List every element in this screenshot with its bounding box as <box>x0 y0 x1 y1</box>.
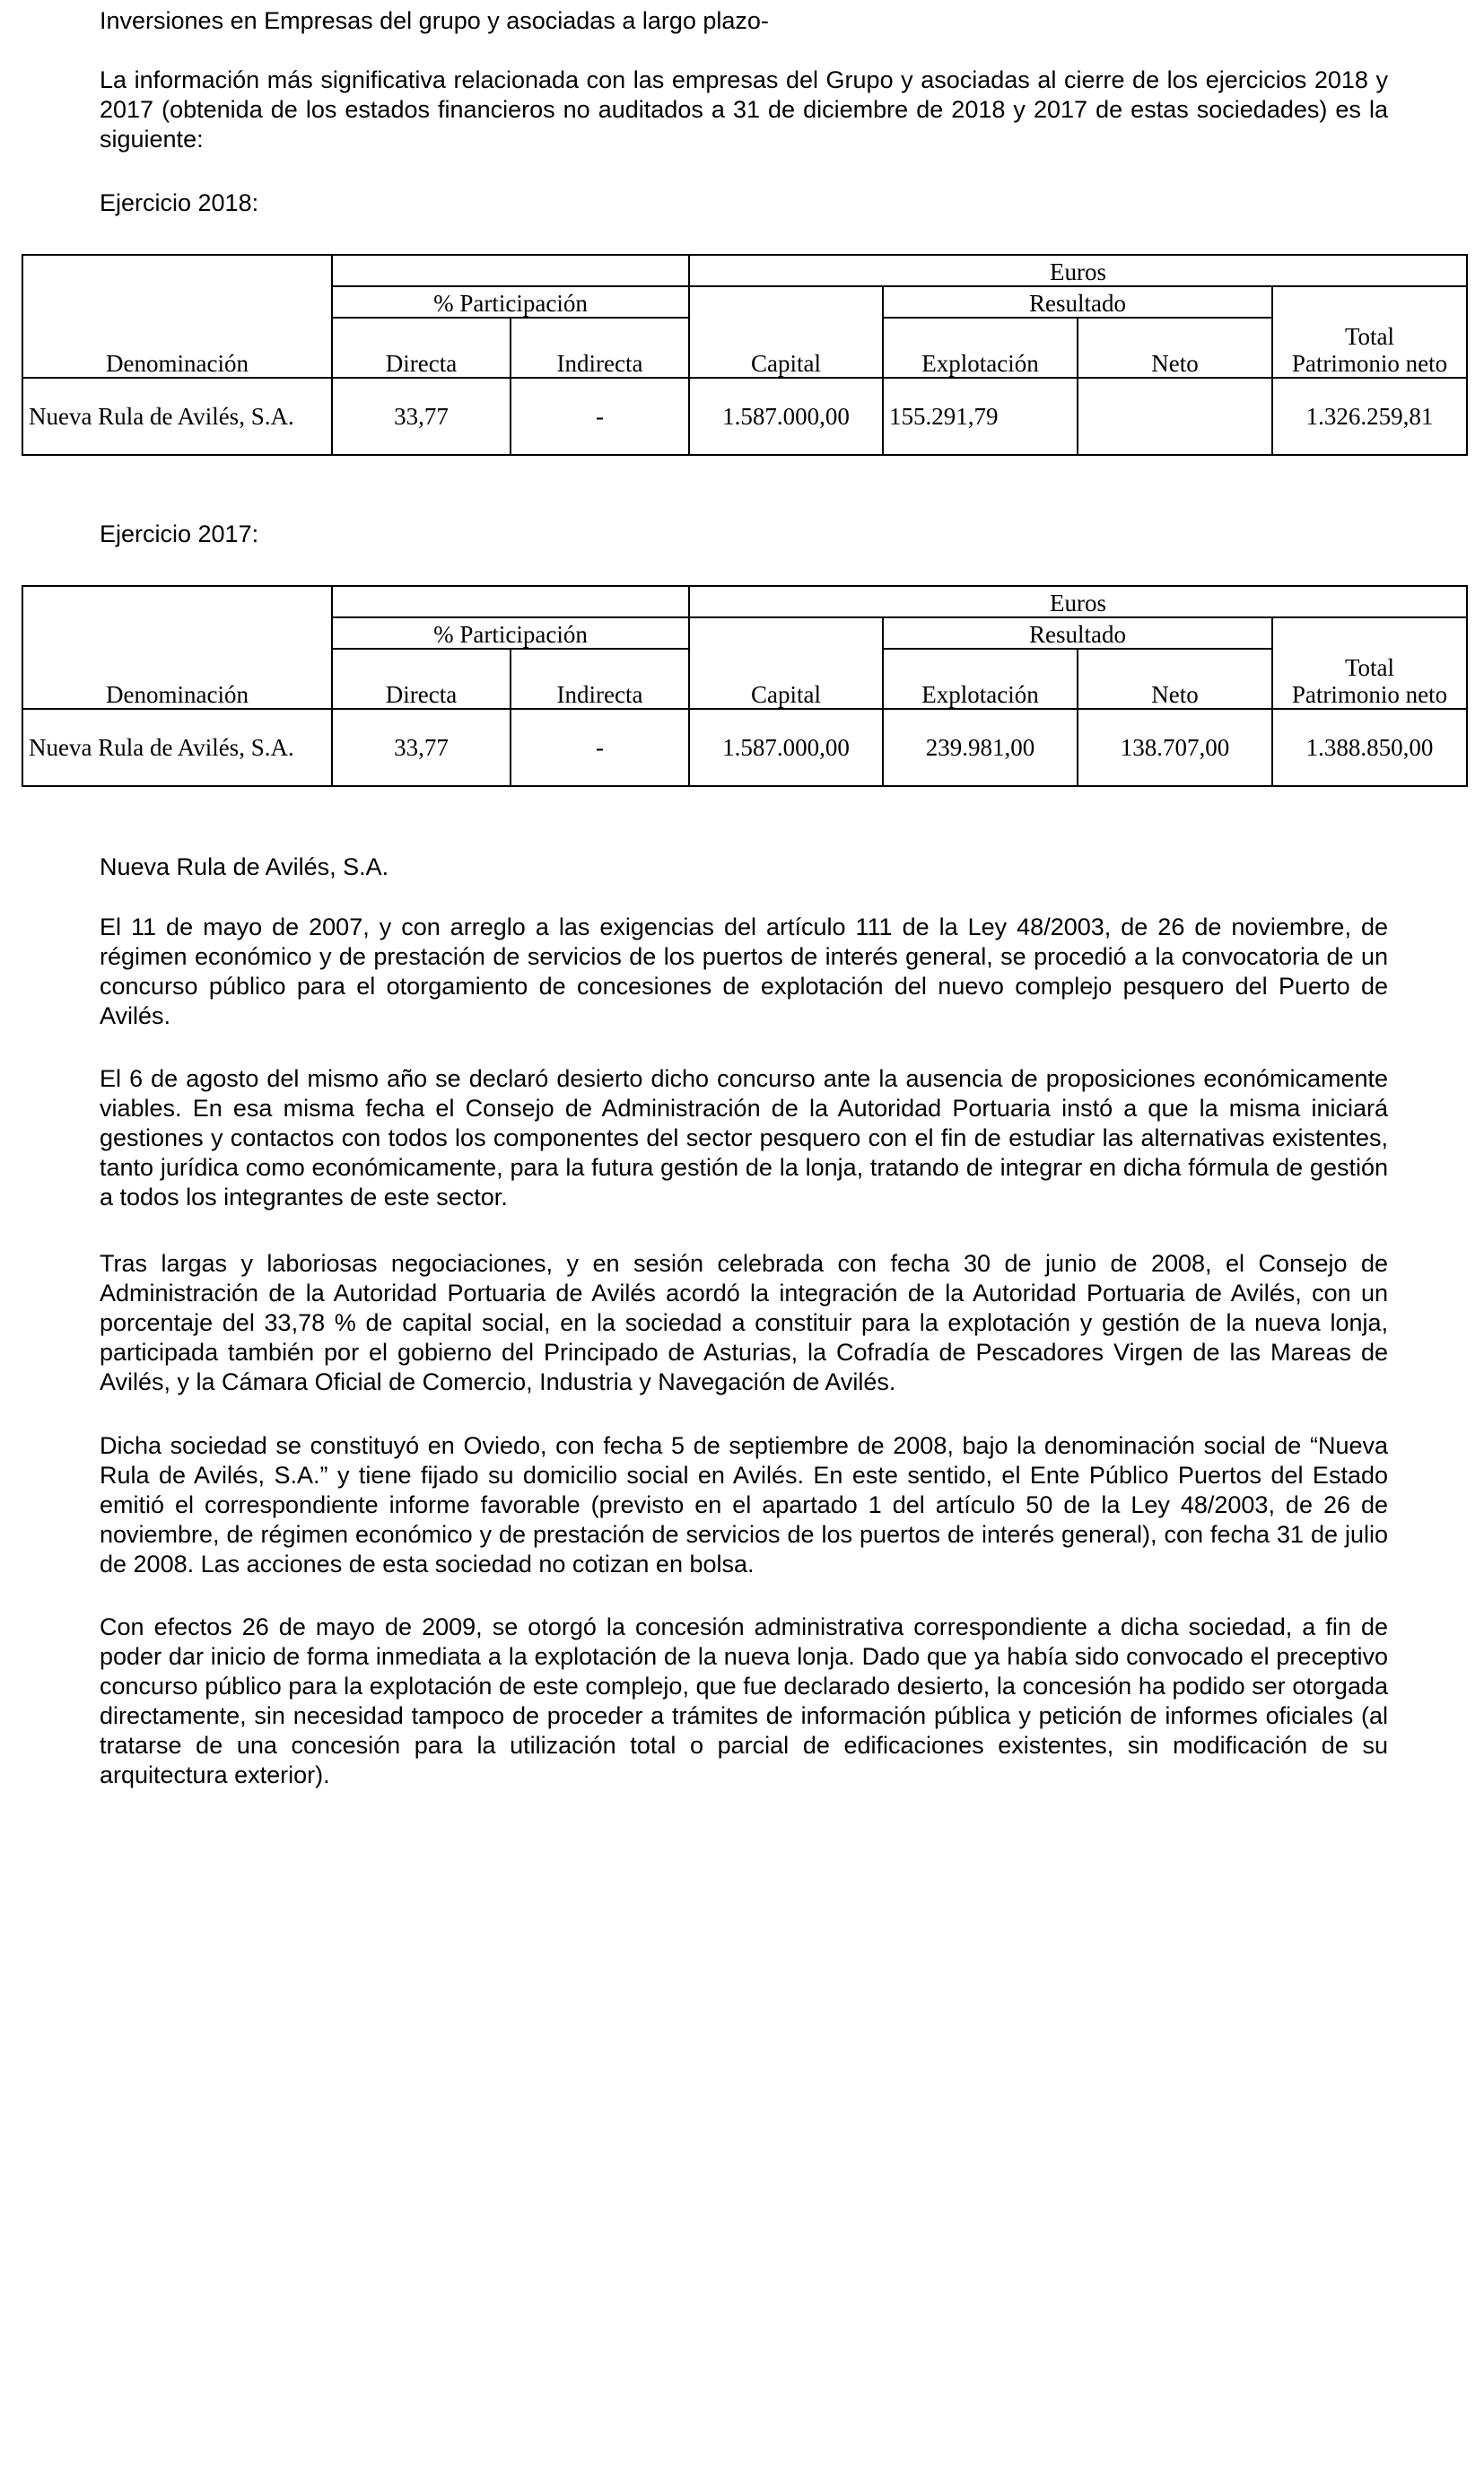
header-euros: Euros <box>689 586 1467 617</box>
cell-directa: 33,77 <box>332 709 511 786</box>
header-resultado: Resultado <box>883 617 1272 649</box>
header-resultado: Resultado <box>883 286 1272 318</box>
header-denominacion: Denominación <box>22 255 332 378</box>
cell-neto: 138.707,00 <box>1078 709 1272 786</box>
table-2017-label: Ejercicio 2017: <box>100 520 259 547</box>
header-total: Total Patrimonio neto <box>1272 617 1467 709</box>
header-participacion: % Participación <box>332 617 689 649</box>
paragraph-2: El 6 de agosto del mismo año se declaró desierto dicho concurso ante la ausencia de proposiciones económicamente viables. En esa misma fecha el Consejo de Administración de la Autoridad Portuaria instó a que la misma iniciará gestiones y contactos con todos los componentes del sector pesquero con el fin de estudiar las alternativas existentes, tanto jurídica como económicamente, para la futura gestión de la lonja, tratando de integrar en dicha fórmula de gestión a todos los integrantes de este sector. <box>100 1065 1388 1211</box>
cell-denominacion: Nueva Rula de Avilés, S.A. <box>22 709 332 786</box>
header-indirecta: Indirecta <box>511 318 689 378</box>
header-capital: Capital <box>689 617 883 709</box>
header-euros: Euros <box>689 255 1467 286</box>
header-explotacion: Explotación <box>883 318 1078 378</box>
table-2017 <box>22 585 1468 787</box>
section-title: Nueva Rula de Avilés, S.A. <box>100 853 389 880</box>
intro-paragraph: La información más significativa relacionada con las empresas del Grupo y asociadas al cierre de los ejercicios 2018 y 2017 (obtenida de los estados financieros no auditados a 31 de diciembre de 2018 y 2017 de estas sociedades) es la siguiente: <box>100 66 1388 153</box>
table-2018-label: Ejercicio 2018: <box>100 189 259 216</box>
header-blank <box>332 255 689 286</box>
cell-capital: 1.587.000,00 <box>689 378 883 455</box>
paragraph-1: El 11 de mayo de 2007, y con arreglo a las exigencias del artículo 111 de la Ley 48/2003, de 26 de noviembre, de régimen económico y de prestación de servicios de los puertos de interés general, se procedió a la convocatoria de un concurso público para el otorgamiento de concesiones de explotación del nuevo complejo pesquero del Puerto de Avilés. <box>100 913 1388 1029</box>
header-participacion: % Participación <box>332 286 689 318</box>
cell-neto <box>1078 378 1272 455</box>
header-indirecta: Indirecta <box>511 649 689 709</box>
table-2018 <box>22 254 1468 456</box>
header-denominacion: Denominación <box>22 586 332 709</box>
cell-directa: 33,77 <box>332 378 511 455</box>
header-blank <box>332 586 689 617</box>
table-row <box>22 378 1467 455</box>
paragraph-3: Tras largas y laboriosas negociaciones, y en sesión celebrada con fecha 30 de junio de 2008, el Consejo de Administración de la Autoridad Portuaria de Avilés acordó la integración de la Autoridad Portuaria de Avilés, con un porcentaje del 33,78 % de capital social, en la sociedad a constituir para la explotación y gestión de la nueva lonja, participada también por el gobierno del Principado de Asturias, la Cofradía de Pescadores Virgen de las Mareas de Avilés, y la Cámara Oficial de Comercio, Industria y Navegación de Avilés. <box>100 1250 1388 1395</box>
paragraph-5: Con efectos 26 de mayo de 2009, se otorgó la concesión administrativa correspondiente a dicha sociedad, a fin de poder dar inicio de forma inmediata a la explotación de la nueva lonja. Dado que ya había sido convocado el preceptivo concurso público para la explotación de este complejo, que fue declarado desierto, la concesión ha podido ser otorgada directamente, sin necesidad tampoco de proceder a trámites de información pública y petición de informes oficiales (al tratarse de una concesión para la utilización total o parcial de edificaciones existentes, sin modificación de su arquitectura exterior). <box>100 1613 1388 1788</box>
cell-explotacion: 239.981,00 <box>883 709 1078 786</box>
cell-total: 1.388.850,00 <box>1272 709 1467 786</box>
cell-explotacion: 155.291,79 <box>883 378 1078 455</box>
header-capital: Capital <box>689 286 883 378</box>
header-directa: Directa <box>332 649 511 709</box>
cell-total: 1.326.259,81 <box>1272 378 1467 455</box>
cell-denominacion: Nueva Rula de Avilés, S.A. <box>22 378 332 455</box>
header-total: Total Patrimonio neto <box>1272 286 1467 378</box>
header-neto: Neto <box>1078 318 1272 378</box>
paragraph-4: Dicha sociedad se constituyó en Oviedo, con fecha 5 de septiembre de 2008, bajo la denominación social de “Nueva Rula de Avilés, S.A.” y tiene fijado su domicilio social en Avilés. En este sentido, el Ente Público Puertos del Estado emitió el correspondiente informe favorable (previsto en el apartado 1 del artículo 50 de la Ley 48/2003, de 26 de noviembre, de régimen económico y de prestación de servicios de los puertos de interés general), con fecha 31 de julio de 2008. Las acciones de esta sociedad no cotizan en bolsa. <box>100 1432 1388 1578</box>
header-neto: Neto <box>1078 649 1272 709</box>
header-explotacion: Explotación <box>883 649 1078 709</box>
cell-capital: 1.587.000,00 <box>689 709 883 786</box>
heading: Inversiones en Empresas del grupo y asociadas a largo plazo- <box>100 7 769 34</box>
header-directa: Directa <box>332 318 511 378</box>
table-row <box>22 709 1467 786</box>
cell-indirecta: - <box>511 709 689 786</box>
cell-indirecta: - <box>511 378 689 455</box>
